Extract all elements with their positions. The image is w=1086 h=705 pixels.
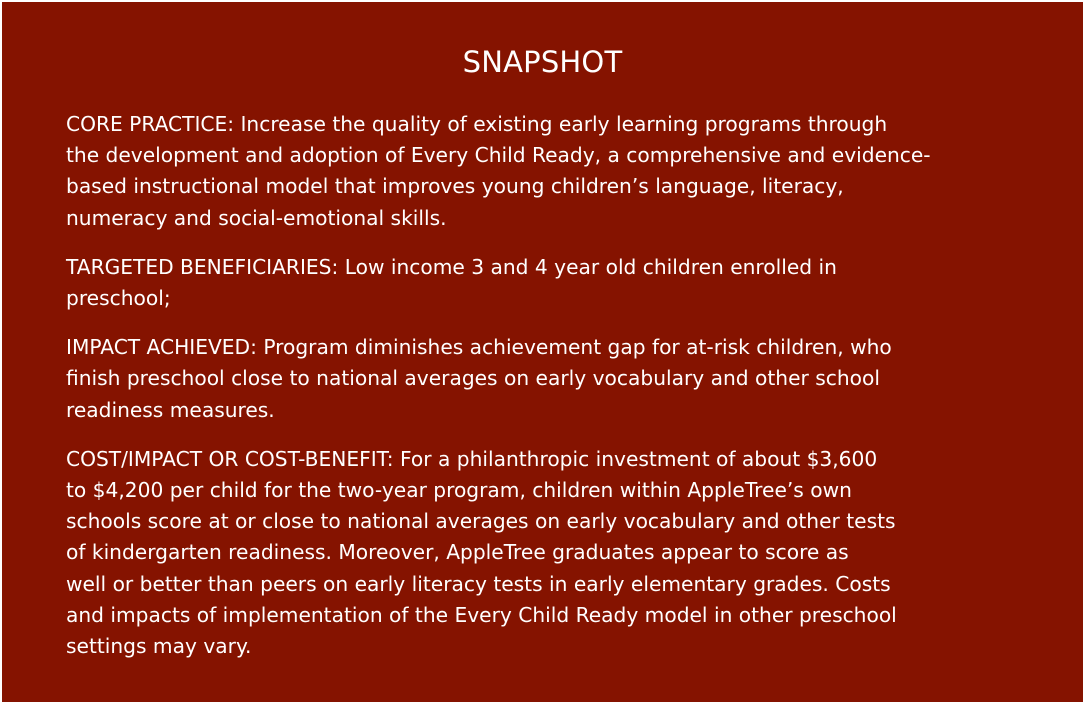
snapshot-panel (2, 2, 1083, 702)
cost-impact-paragraph: COST/IMPACT OR COST-BENEFIT: For a philanthropic investment of about $3,600 to $4,200 per child for the two-year program, children within AppleTree’s own schools score at or close to national averages on early vocabulary and other tests of kindergarten readiness. Moreover, AppleTree graduates appear to score as well or better than peers on early literacy tests in early elementary grades. Costs and impacts of implementation of the Every Child Ready model in other preschool settings may vary. (66, 446, 897, 659)
snapshot-title: SNAPSHOT (462, 45, 623, 79)
snapshot-body (66, 109, 1026, 680)
core-practice-paragraph: CORE PRACTICE: Increase the quality of existing early learning programs through the development and adoption of Every Child Ready, a comprehensive and evidence- based instructional model that improves young children’s language, literacy, numeracy and social-emotional skills. (66, 112, 931, 230)
targeted-beneficiaries-paragraph: TARGETED BENEFICIARIES: Low income 3 and 4 year old children enrolled in preschool; (66, 254, 837, 311)
impact-achieved-paragraph: IMPACT ACHIEVED: Program diminishes achievement gap for at-risk children, who finish preschool close to national averages on early vocabulary and other school readiness measures. (66, 335, 892, 422)
